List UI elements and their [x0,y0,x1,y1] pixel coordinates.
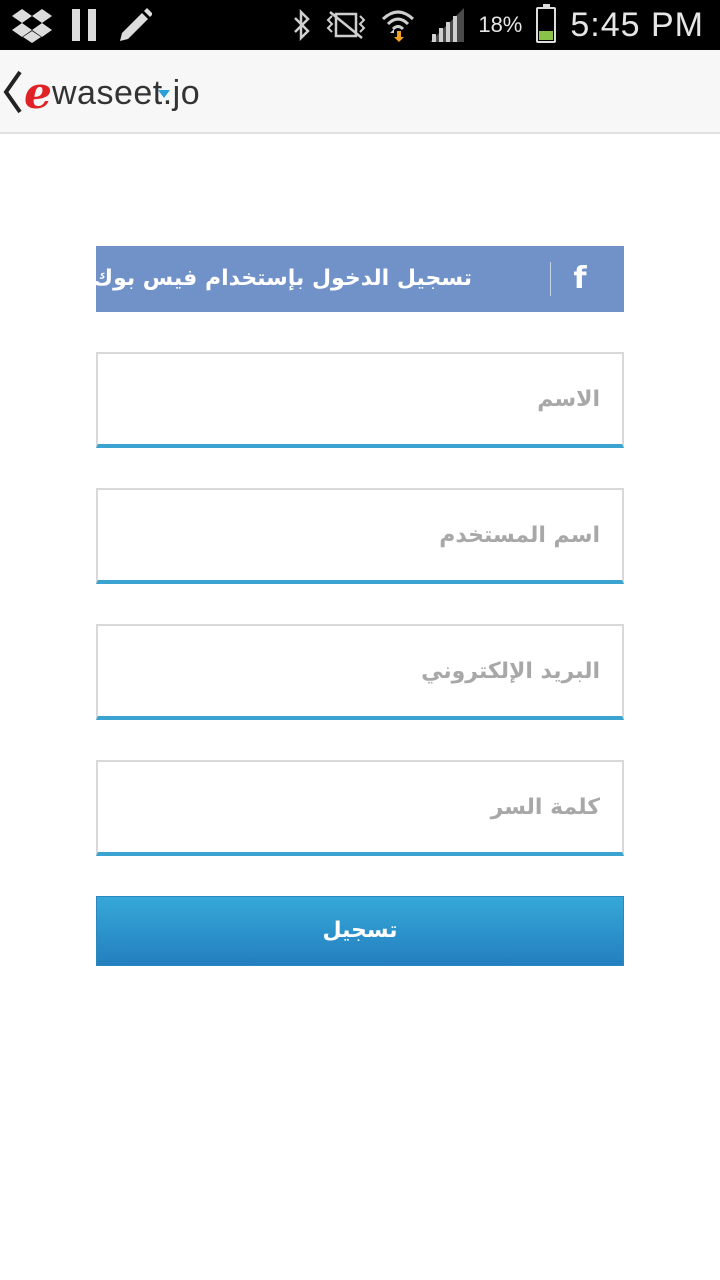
logo[interactable] [24,68,200,118]
bluetooth-icon [292,9,312,41]
password-input[interactable] [98,762,622,852]
name-input[interactable] [98,354,622,444]
status-bar-right [292,0,704,50]
register-button[interactable]: تسجيل [96,896,624,966]
chevron-left-icon[interactable] [2,68,26,116]
pencil-icon [116,7,152,43]
status-bar-left [12,0,152,50]
battery-icon [536,7,556,43]
facebook-divider [550,262,551,296]
password-field [96,760,624,856]
vibrate-icon [326,10,366,40]
username-field [96,488,624,584]
signal-icon [430,8,464,42]
facebook-icon: f [573,261,587,296]
name-field [96,352,624,448]
battery-level [539,31,553,40]
username-input[interactable] [98,490,622,580]
logo-arrow-icon [158,90,170,98]
app-header [0,50,720,134]
email-input[interactable] [98,626,622,716]
status-bar [0,0,720,50]
wifi-icon [380,7,416,43]
email-field [96,624,624,720]
battery-percent: 18% [478,12,523,37]
dropbox-icon [12,7,52,43]
pause-icon [70,8,98,42]
logo-e: e [24,68,52,119]
facebook-login-button[interactable] [92,246,624,312]
logo-text: waseet.jo [52,74,201,112]
facebook-login-label: تسجيل الدخول بإستخدام فيس بوك [92,266,472,291]
clock: 5:45 PM [570,5,704,44]
